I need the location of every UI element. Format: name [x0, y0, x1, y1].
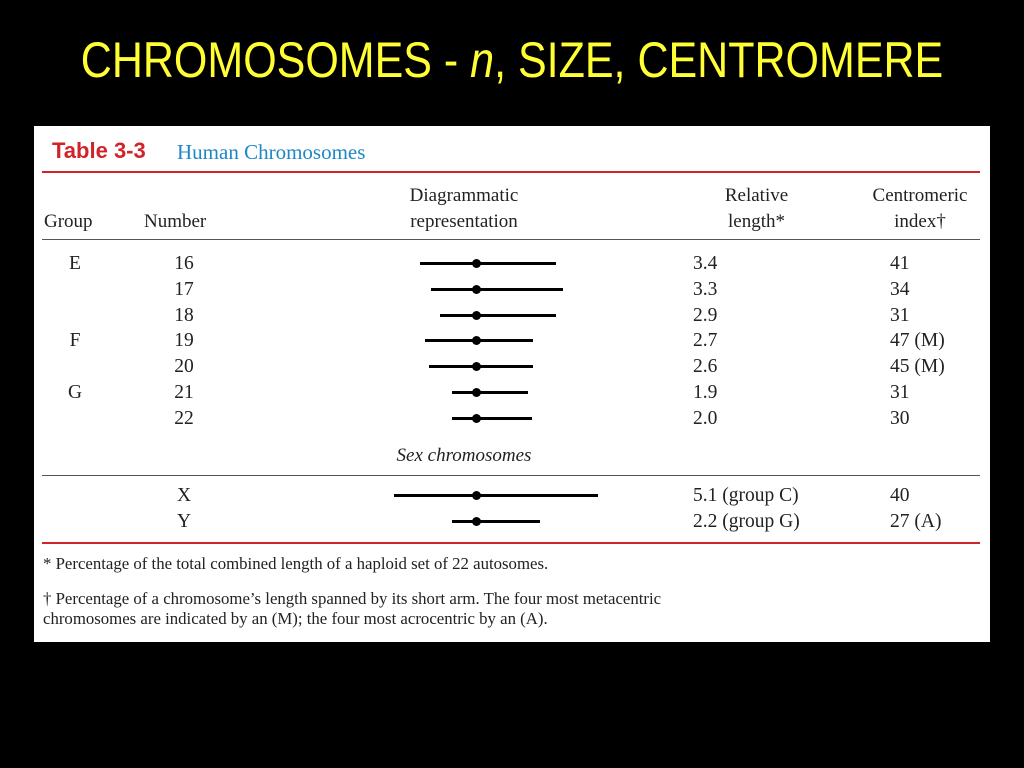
- title-prefix: CHROMOSOMES -: [80, 32, 471, 88]
- centromeric-index-cell: 27 (A): [890, 510, 942, 532]
- header-length-line2: length*: [728, 211, 785, 232]
- title-suffix: , SIZE, CENTROMERE: [494, 32, 944, 88]
- chromosome-number-cell: 17: [174, 278, 194, 300]
- relative-length-cell: 2.0: [693, 407, 718, 429]
- relative-length-cell: 2.7: [693, 330, 718, 352]
- title-italic-n: n: [470, 32, 495, 88]
- centromeric-index-cell: 41: [890, 253, 910, 274]
- centromere-dot: [472, 259, 481, 268]
- centromeric-index-cell: 31: [890, 382, 910, 403]
- chromosome-diagram-line: [394, 494, 598, 497]
- relative-length-cell: 2.6: [693, 356, 718, 378]
- relative-length-cell: 3.3: [693, 278, 718, 300]
- sex-chromosomes-label: Sex chromosomes: [396, 445, 532, 466]
- centromeric-index-cell: 40: [890, 485, 910, 506]
- header-group: Group: [44, 211, 93, 232]
- relative-length-cell: 2.2 (group G): [693, 510, 800, 532]
- table-bottom-rule: [42, 542, 980, 544]
- header-diagram-line2: representation: [410, 211, 518, 232]
- chromosome-number-cell: 21: [174, 382, 194, 403]
- chromosome-number-cell: X: [176, 485, 192, 506]
- group-cell: G: [67, 382, 83, 403]
- group-cell: E: [69, 253, 81, 274]
- table-title: Human Chromosomes: [177, 140, 366, 164]
- chromosome-number-cell: 22: [174, 407, 194, 429]
- footnote-centromeric-index-line1: † Percentage of a chromosome’s length spanned by its short arm. The four most metacentric: [43, 589, 662, 608]
- chromosome-diagram-line: [429, 365, 533, 368]
- relative-length-cell: 2.9: [693, 304, 718, 326]
- header-rule: [42, 239, 980, 240]
- footnote-relative-length: * Percentage of the total combined length of a haploid set of 22 autosomes.: [43, 554, 549, 573]
- centromere-dot: [472, 388, 481, 397]
- chromosome-diagram-line: [440, 314, 556, 317]
- chromosome-number-cell: 20: [174, 356, 194, 378]
- header-number: Number: [144, 211, 207, 232]
- table-label: Table 3-3: [52, 138, 146, 163]
- centromere-dot: [472, 517, 481, 526]
- chromosome-number-cell: Y: [176, 510, 192, 532]
- footnote-centromeric-index-line2: chromosomes are indicated by an (M); the four most acrocentric by an (A).: [43, 609, 548, 628]
- group-cell: F: [69, 330, 81, 352]
- centromere-dot: [472, 336, 481, 345]
- centromere-dot: [472, 362, 481, 371]
- table-top-rule: [42, 171, 980, 173]
- centromere-dot: [472, 311, 481, 320]
- header-index-line2: index†: [894, 211, 946, 232]
- relative-length-cell: 5.1 (group C): [693, 485, 799, 506]
- centromeric-index-cell: 30: [890, 407, 910, 429]
- relative-length-cell: 1.9: [693, 382, 718, 403]
- chromosome-diagram-line: [420, 262, 556, 265]
- slide-title: [72, 30, 953, 90]
- chromosome-number-cell: 18: [174, 304, 194, 326]
- relative-length-cell: 3.4: [693, 253, 718, 274]
- centromere-dot: [472, 285, 481, 294]
- centromeric-index-cell: 34: [890, 278, 910, 300]
- chromosome-number-cell: 19: [174, 330, 194, 352]
- chromosome-diagram-line: [452, 520, 540, 523]
- header-diagram-line1: Diagrammatic: [409, 185, 519, 206]
- centromeric-index-cell: 47 (M): [890, 330, 945, 352]
- centromeric-index-cell: 45 (M): [890, 356, 945, 378]
- sex-section-rule: [42, 475, 980, 476]
- header-index-line1: Centromeric: [872, 185, 968, 206]
- chromosome-diagram-line: [452, 391, 528, 394]
- header-length-line1: Relative: [724, 185, 789, 206]
- centromeric-index-cell: 31: [890, 304, 910, 326]
- chromosome-diagram-line: [431, 288, 563, 291]
- chromosome-diagram-line: [452, 417, 532, 420]
- table-panel: [34, 126, 990, 642]
- centromere-dot: [472, 414, 481, 423]
- chromosome-number-cell: 16: [174, 253, 194, 274]
- centromere-dot: [472, 491, 481, 500]
